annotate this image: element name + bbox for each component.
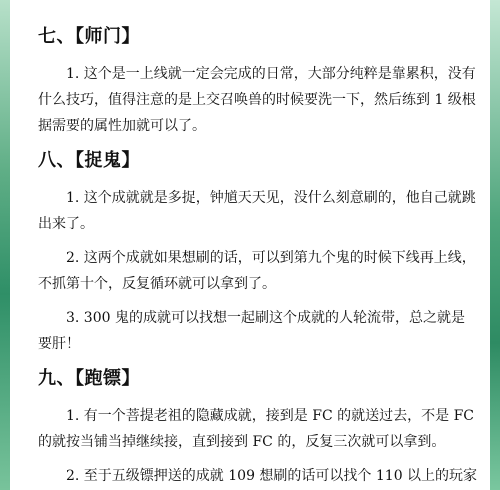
paragraph-zhuogui-3: 3. 300 鬼的成就可以找想一起刷这个成就的人轮流带，总之就是要肝！ [38,310,465,352]
document-page [10,0,490,490]
section-heading-paobiao: 九、【跑镖】 [38,368,140,389]
paragraph-shimen-1: 1. 这个是一上线就一定会完成的日常，大部分纯粹是靠累积，没有什么技巧，值得注意的是上交召唤兽的时候要洗一下，然后练到 1 级根据需要的属性加就可以了。 [38,66,476,134]
document-content [38,27,478,489]
section-zhuogui [38,151,478,357]
decorative-border-left [0,0,10,490]
section-heading-zhuogui: 八、【捉鬼】 [38,150,140,171]
paragraph-paobiao-1: 1. 有一个菩提老祖的隐藏成就，接到是 FC 的就送过去，不是 FC 的就按当铺当掉继续接，直到接到 FC 的，反复三次就可以拿到。 [38,408,475,450]
section-paobiao [38,369,478,489]
paragraph-zhuogui-1: 1. 这个成就就是多捉，钟馗天天见，没什么刻意刷的，他自己就跳出来了。 [38,190,476,232]
section-shimen [38,27,478,139]
paragraph-zhuogui-2: 2. 这两个成就如果想刷的话，可以到第九个鬼的时候下线再上线，不抓第十个，反复循环就可以拿到了。 [38,250,476,292]
section-heading-shimen: 七、【师门】 [38,26,140,47]
paragraph-paobiao-2: 2. 至于五级镖押送的成就 109 想刷的话可以找个 110 以上的玩家 [66,468,478,484]
decorative-border-right [490,0,500,490]
